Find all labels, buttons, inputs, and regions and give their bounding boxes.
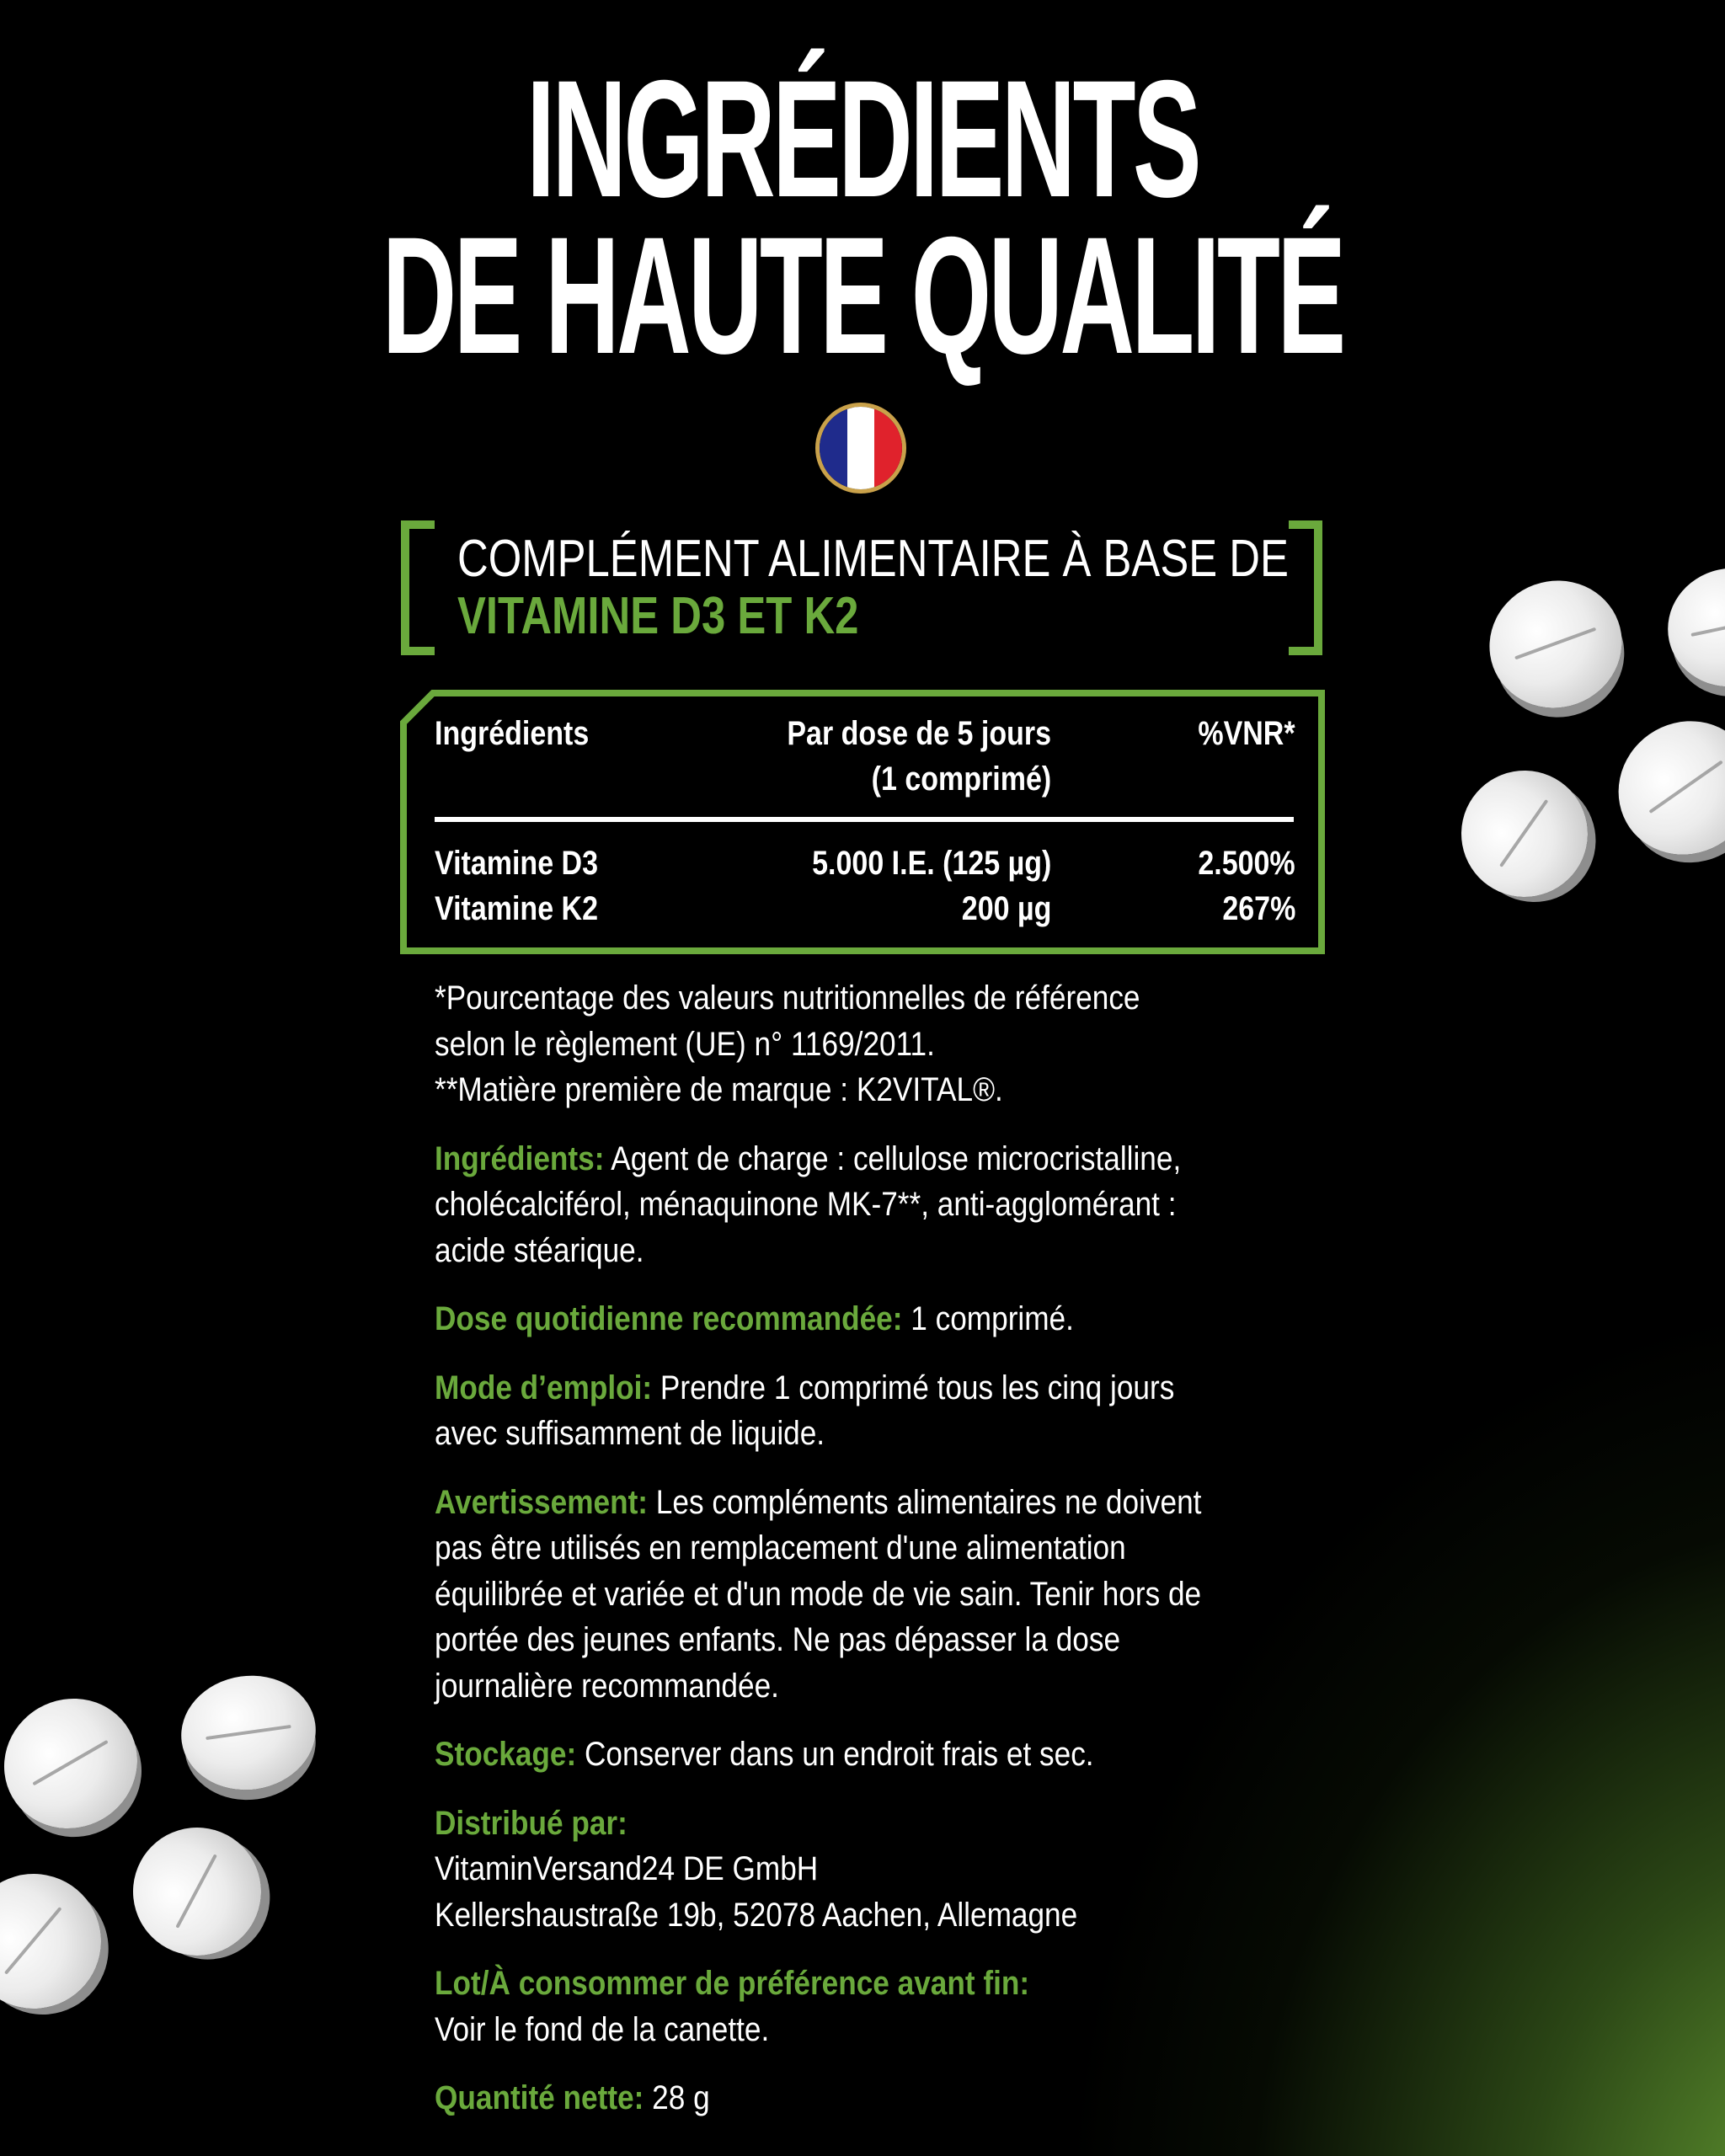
page-title xyxy=(0,45,1725,388)
mode-label: Mode d’emploi: xyxy=(435,1369,653,1406)
header-vnr: %VNR* xyxy=(1198,715,1295,752)
row-k2-name: Vitamine K2 xyxy=(435,890,599,927)
header-dose xyxy=(740,711,1051,802)
title-line-2: DE HAUTE QUALITÉ xyxy=(382,202,1343,388)
storage-label: Stockage: xyxy=(435,1736,577,1773)
row-d3-vnr: 2.500% xyxy=(1198,845,1295,882)
footnotes: *Pourcentage des valeurs nutritionnelles de référence selon le règlement (UE) n° 1169/2011. **Matière première de marque : K2VITAL®. xyxy=(435,979,1140,1108)
product-info xyxy=(435,975,1361,2144)
subheading-line-1: COMPLÉMENT ALIMENTAIRE À BASE DE xyxy=(457,530,1289,588)
title-line-1: INGRÉDIENTS xyxy=(526,45,1199,232)
product-subheading xyxy=(457,531,1300,645)
header-dose-line-1: Par dose de 5 jours xyxy=(787,715,1051,752)
quantity-label: Quantité nette: xyxy=(435,2079,644,2116)
france-flag-icon xyxy=(815,403,906,494)
subheading-line-2: VITAMINE D3 ET K2 xyxy=(457,587,859,645)
table-divider xyxy=(435,817,1294,822)
ingredients-label: Ingrédients: xyxy=(435,1139,605,1177)
storage-section: Stockage: Conserver dans un endroit frais et sec. xyxy=(435,1736,1094,1773)
dose-label: Dose quotidienne recommandée: xyxy=(435,1300,903,1337)
ingredients-section: Ingrédients: Agent de charge : cellulose microcristalline, cholécalciférol, ménaquinone MK-7**, anti-agglomérant : acide stéarique. xyxy=(435,1139,1182,1269)
distributor-section: Distribué par: VitaminVersand24 DE GmbH Kellershaustraße 19b, 52078 Aachen, Allemagne xyxy=(435,1801,1295,1939)
row-k2-vnr: 267% xyxy=(1222,890,1295,927)
lot-label: Lot/À consommer de préférence avant fin: xyxy=(435,1965,1030,2002)
distributor-label: Distribué par: xyxy=(435,1804,628,1842)
left-bracket xyxy=(401,520,435,655)
header-dose-line-2: (1 comprimé) xyxy=(871,760,1051,798)
dose-section: Dose quotidienne recommandée: 1 comprimé. xyxy=(435,1300,1074,1337)
warning-label: Avertissement: xyxy=(435,1483,649,1521)
row-k2-amount: 200 µg xyxy=(961,890,1051,927)
row-d3-name: Vitamine D3 xyxy=(435,845,599,882)
quantity-section: Quantité nette: 28 g xyxy=(435,2079,710,2116)
row-d3-amount: 5.000 I.E. (125 µg) xyxy=(811,845,1051,882)
header-ingredients: Ingrédients xyxy=(435,715,590,752)
warning-section: Avertissement: Les compléments alimentaires ne doivent pas être utilisés en remplacement d'une alimentation équilibrée et variée et d'un mode de vie sain. Tenir hors de portée des jeunes enfants. Ne pas dépasser la dose journalière recommandée. xyxy=(435,1483,1202,1705)
lot-section: Lot/À consommer de préférence avant fin: Voir le fond de la canette. xyxy=(435,1961,1295,2052)
nutrition-table xyxy=(399,689,1326,955)
mode-section: Mode d’emploi: Prendre 1 comprimé tous les cinq jours avec suffisamment de liquide. xyxy=(435,1369,1175,1452)
